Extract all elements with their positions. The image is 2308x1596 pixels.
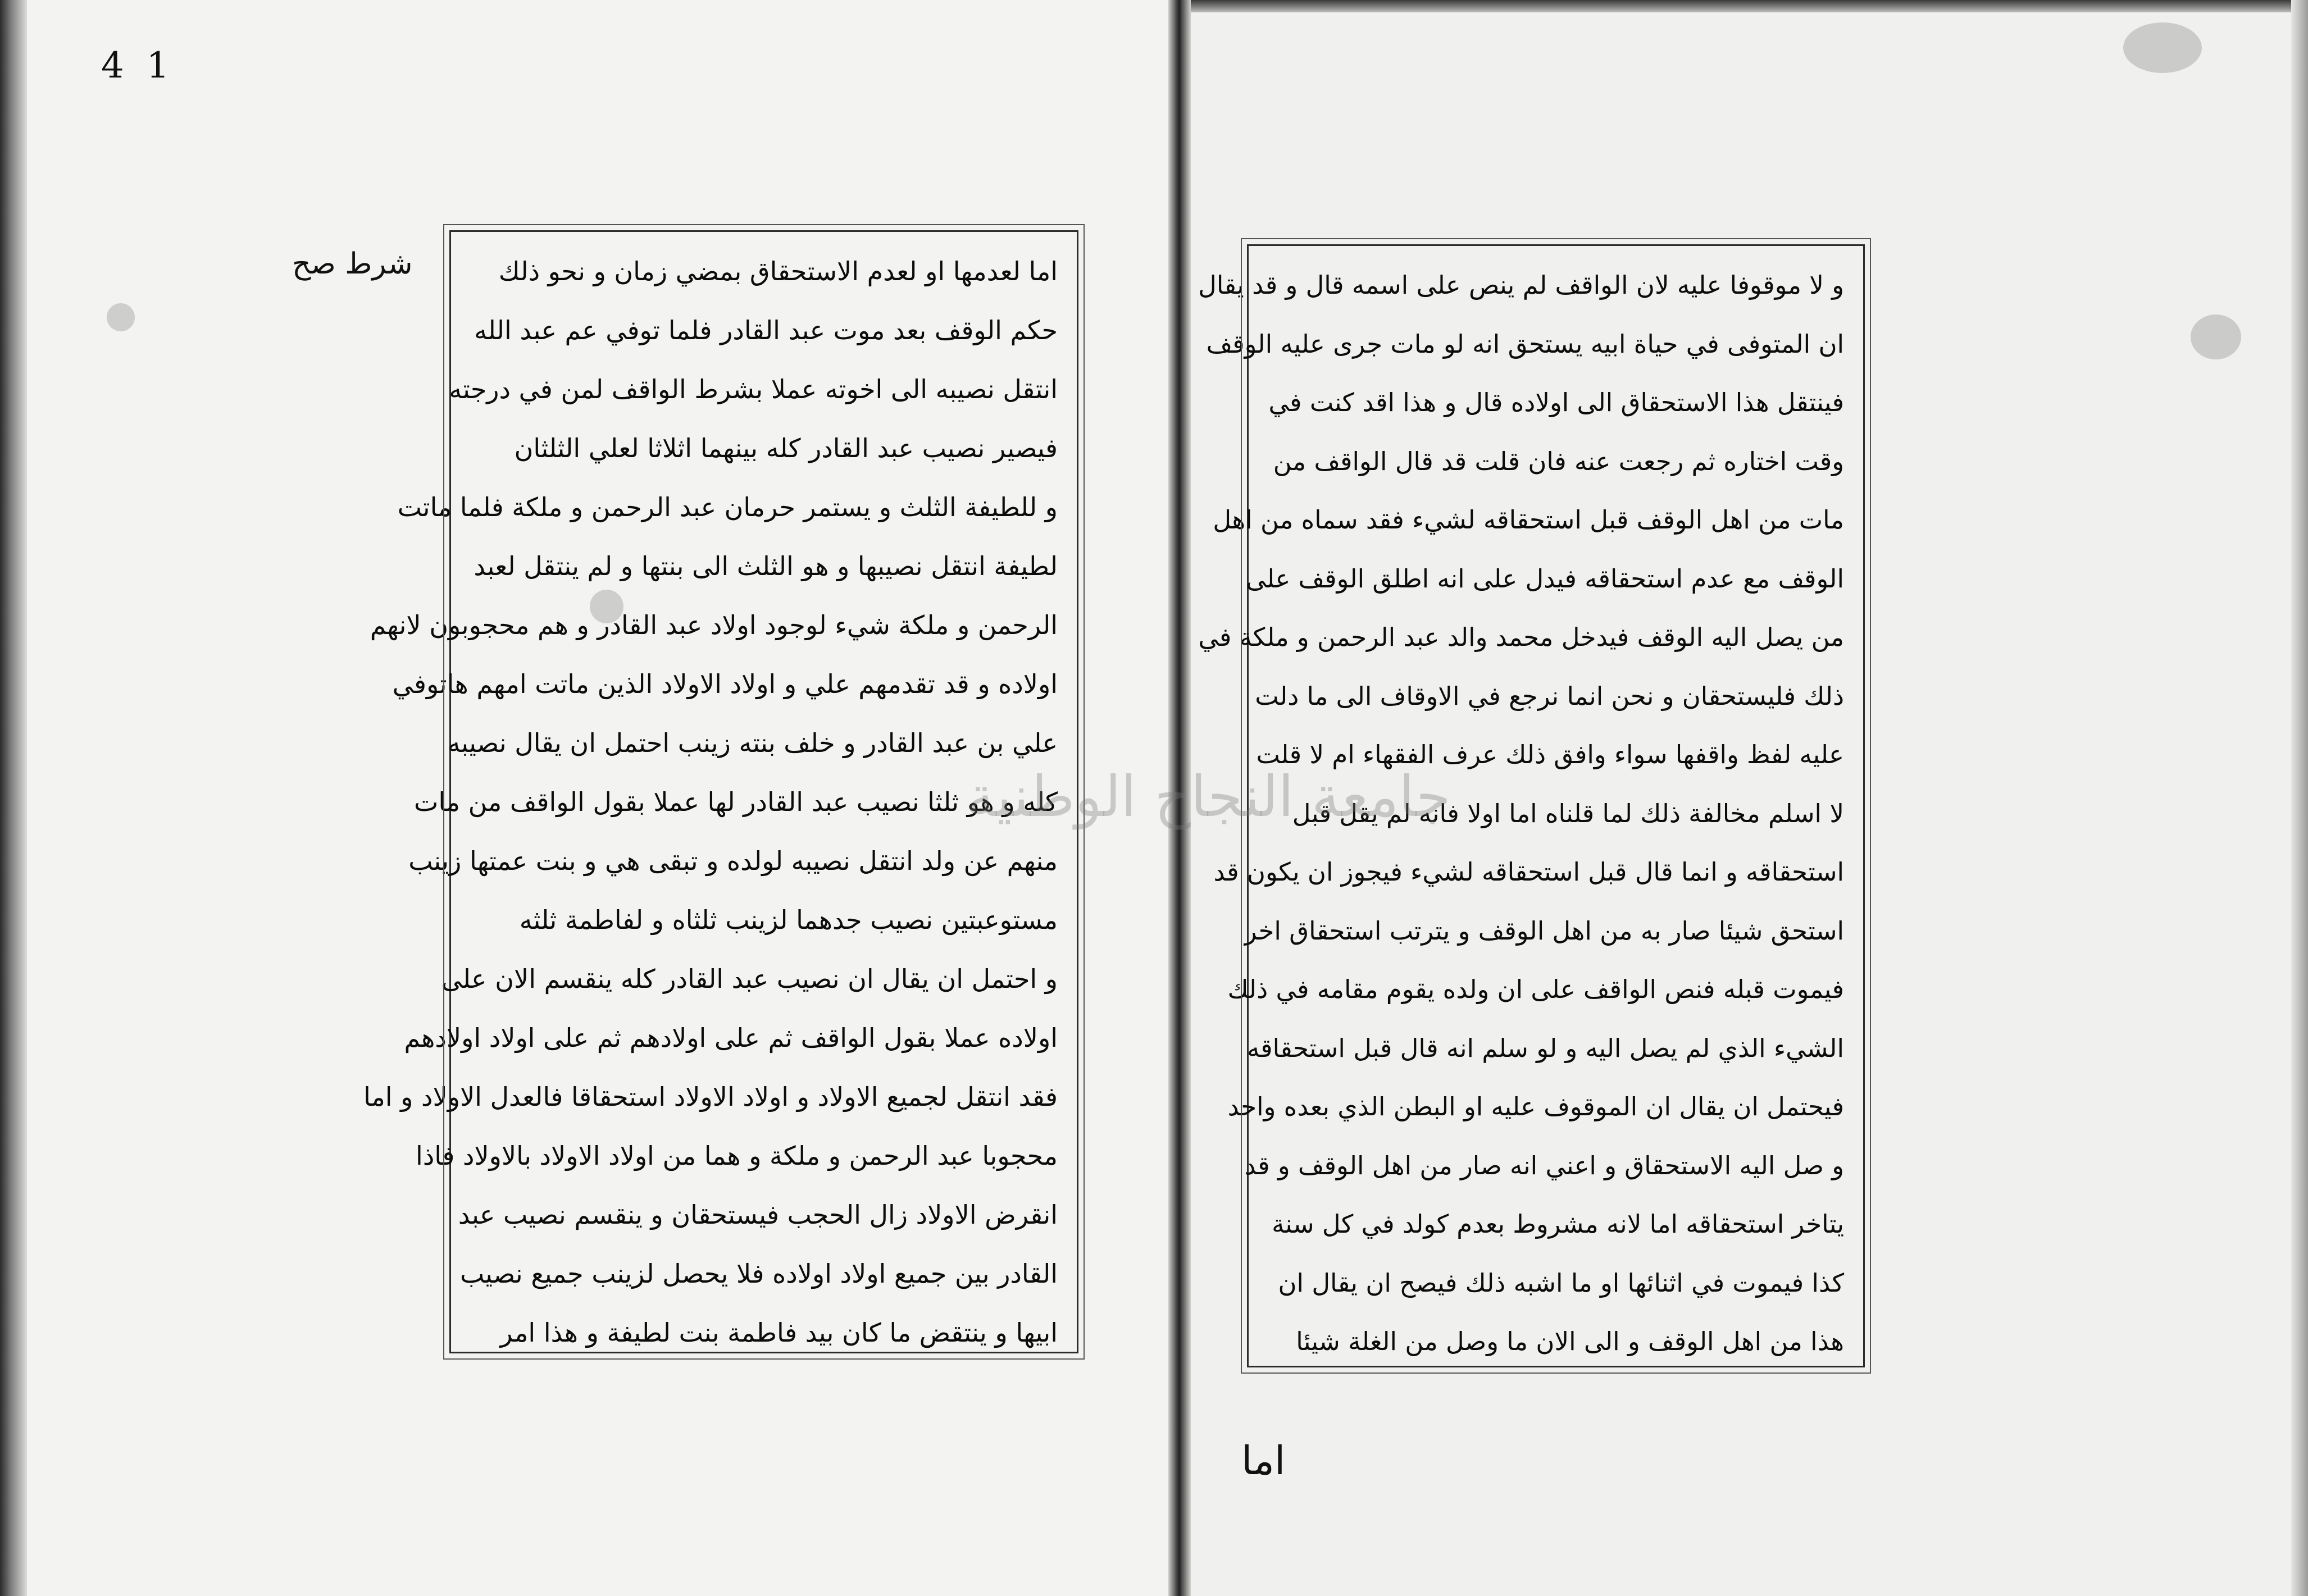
text-line: اما لعدمها او لعدم الاستحقاق بمضي زمان و نحو ذلك xyxy=(498,256,1058,286)
text-line: حكم الوقف بعد موت عبد القادر فلما توفي عم عبد الله xyxy=(474,315,1058,345)
text-line: من يصل اليه الوقف فيدخل محمد والد عبد الرحمن و ملكة في xyxy=(1198,622,1844,652)
text-line: و للطيفة الثلث و يستمر حرمان عبد الرحمن و ملكة فلما ماتت xyxy=(397,492,1058,522)
ink-stain xyxy=(107,303,135,331)
text-line: ان المتوفى في حياة ابيه يستحق انه لو مات جرى عليه الوقف xyxy=(1206,329,1844,359)
text-line: كذا فيموت في اثنائها او ما اشبه ذلك فيصح ان يقال ان xyxy=(1278,1267,1844,1298)
text-line: اولاده عملا بقول الواقف ثم على اولادهم ثم على اولاد اولادهم xyxy=(404,1023,1058,1053)
text-line: انتقل نصيبه الى اخوته عملا بشرط الواقف لمن في درجته xyxy=(449,374,1058,404)
right-page-top-edge xyxy=(1191,0,2308,12)
text-line: فيصير نصيب عبد القادر كله بينهما اثلاثا لعلي الثلثان xyxy=(514,433,1058,463)
text-line: القادر بين جميع اولاد اولاده فلا يحصل لزينب جميع نصيب xyxy=(459,1258,1058,1289)
text-line: استحق شيئا صار به من اهل الوقف و يترتب استحقاق اخر xyxy=(1244,915,1844,946)
text-line: وقت اختاره ثم رجعت عنه فان قلت قد قال الواقف من xyxy=(1273,446,1844,476)
text-line: فيموت قبله فنص الواقف على ان ولده يقوم مقامه في ذلك xyxy=(1227,974,1844,1004)
marginal-note: شرط صح xyxy=(292,247,413,281)
text-line: محجوبا عبد الرحمن و ملكة و هما من اولاد الاولاد بالاولاد فاذا xyxy=(416,1141,1058,1171)
text-line: فقد انتقل لجميع الاولاد و اولاد الاولاد استحقاقا فالعدل الاولاد و اما xyxy=(363,1082,1058,1112)
text-line: هذا من اهل الوقف و الى الان ما وصل من الغلة شيئا xyxy=(1296,1326,1844,1356)
text-line: انقرض الاولاد زال الحجب فيستحقان و ينقسم نصيب عبد xyxy=(458,1200,1058,1230)
text-line: منهم عن ولد انتقل نصيبه لولده و تبقى هي و بنت عمتها زينب xyxy=(408,846,1058,876)
text-line: علي بن عبد القادر و خلف بنته زينب احتمل ان يقال نصيبه xyxy=(447,728,1058,758)
text-line: الوقف مع عدم استحقاقه فيدل على انه اطلق الوقف على xyxy=(1246,563,1844,594)
text-line: فينتقل هذا الاستحقاق الى اولاده قال و هذا اقد كنت في xyxy=(1268,387,1844,417)
text-line: الشيء الذي لم يصل اليه و لو سلم انه قال قبل استحقاقه xyxy=(1246,1033,1844,1063)
text-line: لا اسلم مخالفة ذلك لما قلناه اما اولا فانه لم يقل قبل xyxy=(1292,798,1844,828)
text-line: مات من اهل الوقف قبل استحقاقه لشيء فقد سماه من اهل xyxy=(1213,505,1844,535)
text-line: عليه لفظ واقفها سواء وافق ذلك عرف الفقهاء ام لا قلت xyxy=(1256,740,1844,769)
text-line: كله و هو ثلثا نصيب عبد القادر لها عملا بقول الواقف من مات xyxy=(414,787,1058,817)
ink-stain xyxy=(2123,22,2202,73)
library-watermark: جامعة النجاح الوطنية xyxy=(966,764,1451,829)
text-line: و احتمل ان يقال ان نصيب عبد القادر كله ينقسم الان على xyxy=(441,964,1058,994)
text-line: لطيفة انتقل نصيبها و هو الثلث الى بنتها و لم ينتقل لعبد xyxy=(474,551,1058,581)
text-line: اولاده و قد تقدمهم علي و اولاد الاولاد الذين ماتت امهم هاتوفي xyxy=(392,669,1058,699)
text-line: يتاخر استحقاقه اما لانه مشروط بعدم كولد في كل سنة xyxy=(1272,1209,1844,1239)
ink-stain xyxy=(2191,314,2241,359)
text-line: ابيها و ينتقض ما كان بيد فاطمة بنت لطيفة و هذا امر xyxy=(500,1317,1058,1348)
catchword: اما xyxy=(1241,1438,1286,1484)
text-line: و صل اليه الاستحقاق و اعني انه صار من اهل الوقف و قد xyxy=(1244,1150,1844,1180)
text-line: و لا موقوفا عليه لان الواقف لم ينص على اسمه قال و قد يقال xyxy=(1198,270,1844,300)
left-page-edge xyxy=(0,0,27,1596)
text-line: استحقاقه و انما قال قبل استحقاقه لشيء فيجوز ان يكون قد xyxy=(1213,857,1844,887)
text-line: ذلك فليستحقان و نحن انما نرجع في الاوقاف الى ما دلت xyxy=(1255,681,1844,711)
text-line: مستوعبتين نصيب جدهما لزينب ثلثاه و لفاطمة ثلثه xyxy=(519,905,1058,935)
text-line: الرحمن و ملكة شيء لوجود اولاد عبد القادر و هم محجوبون لانهم xyxy=(370,610,1058,640)
text-line: فيحتمل ان يقال ان الموقوف عليه او البطن الذي بعده واحد xyxy=(1227,1092,1844,1121)
right-page-edge xyxy=(2291,0,2308,1596)
folio-number: 41 xyxy=(101,45,192,86)
